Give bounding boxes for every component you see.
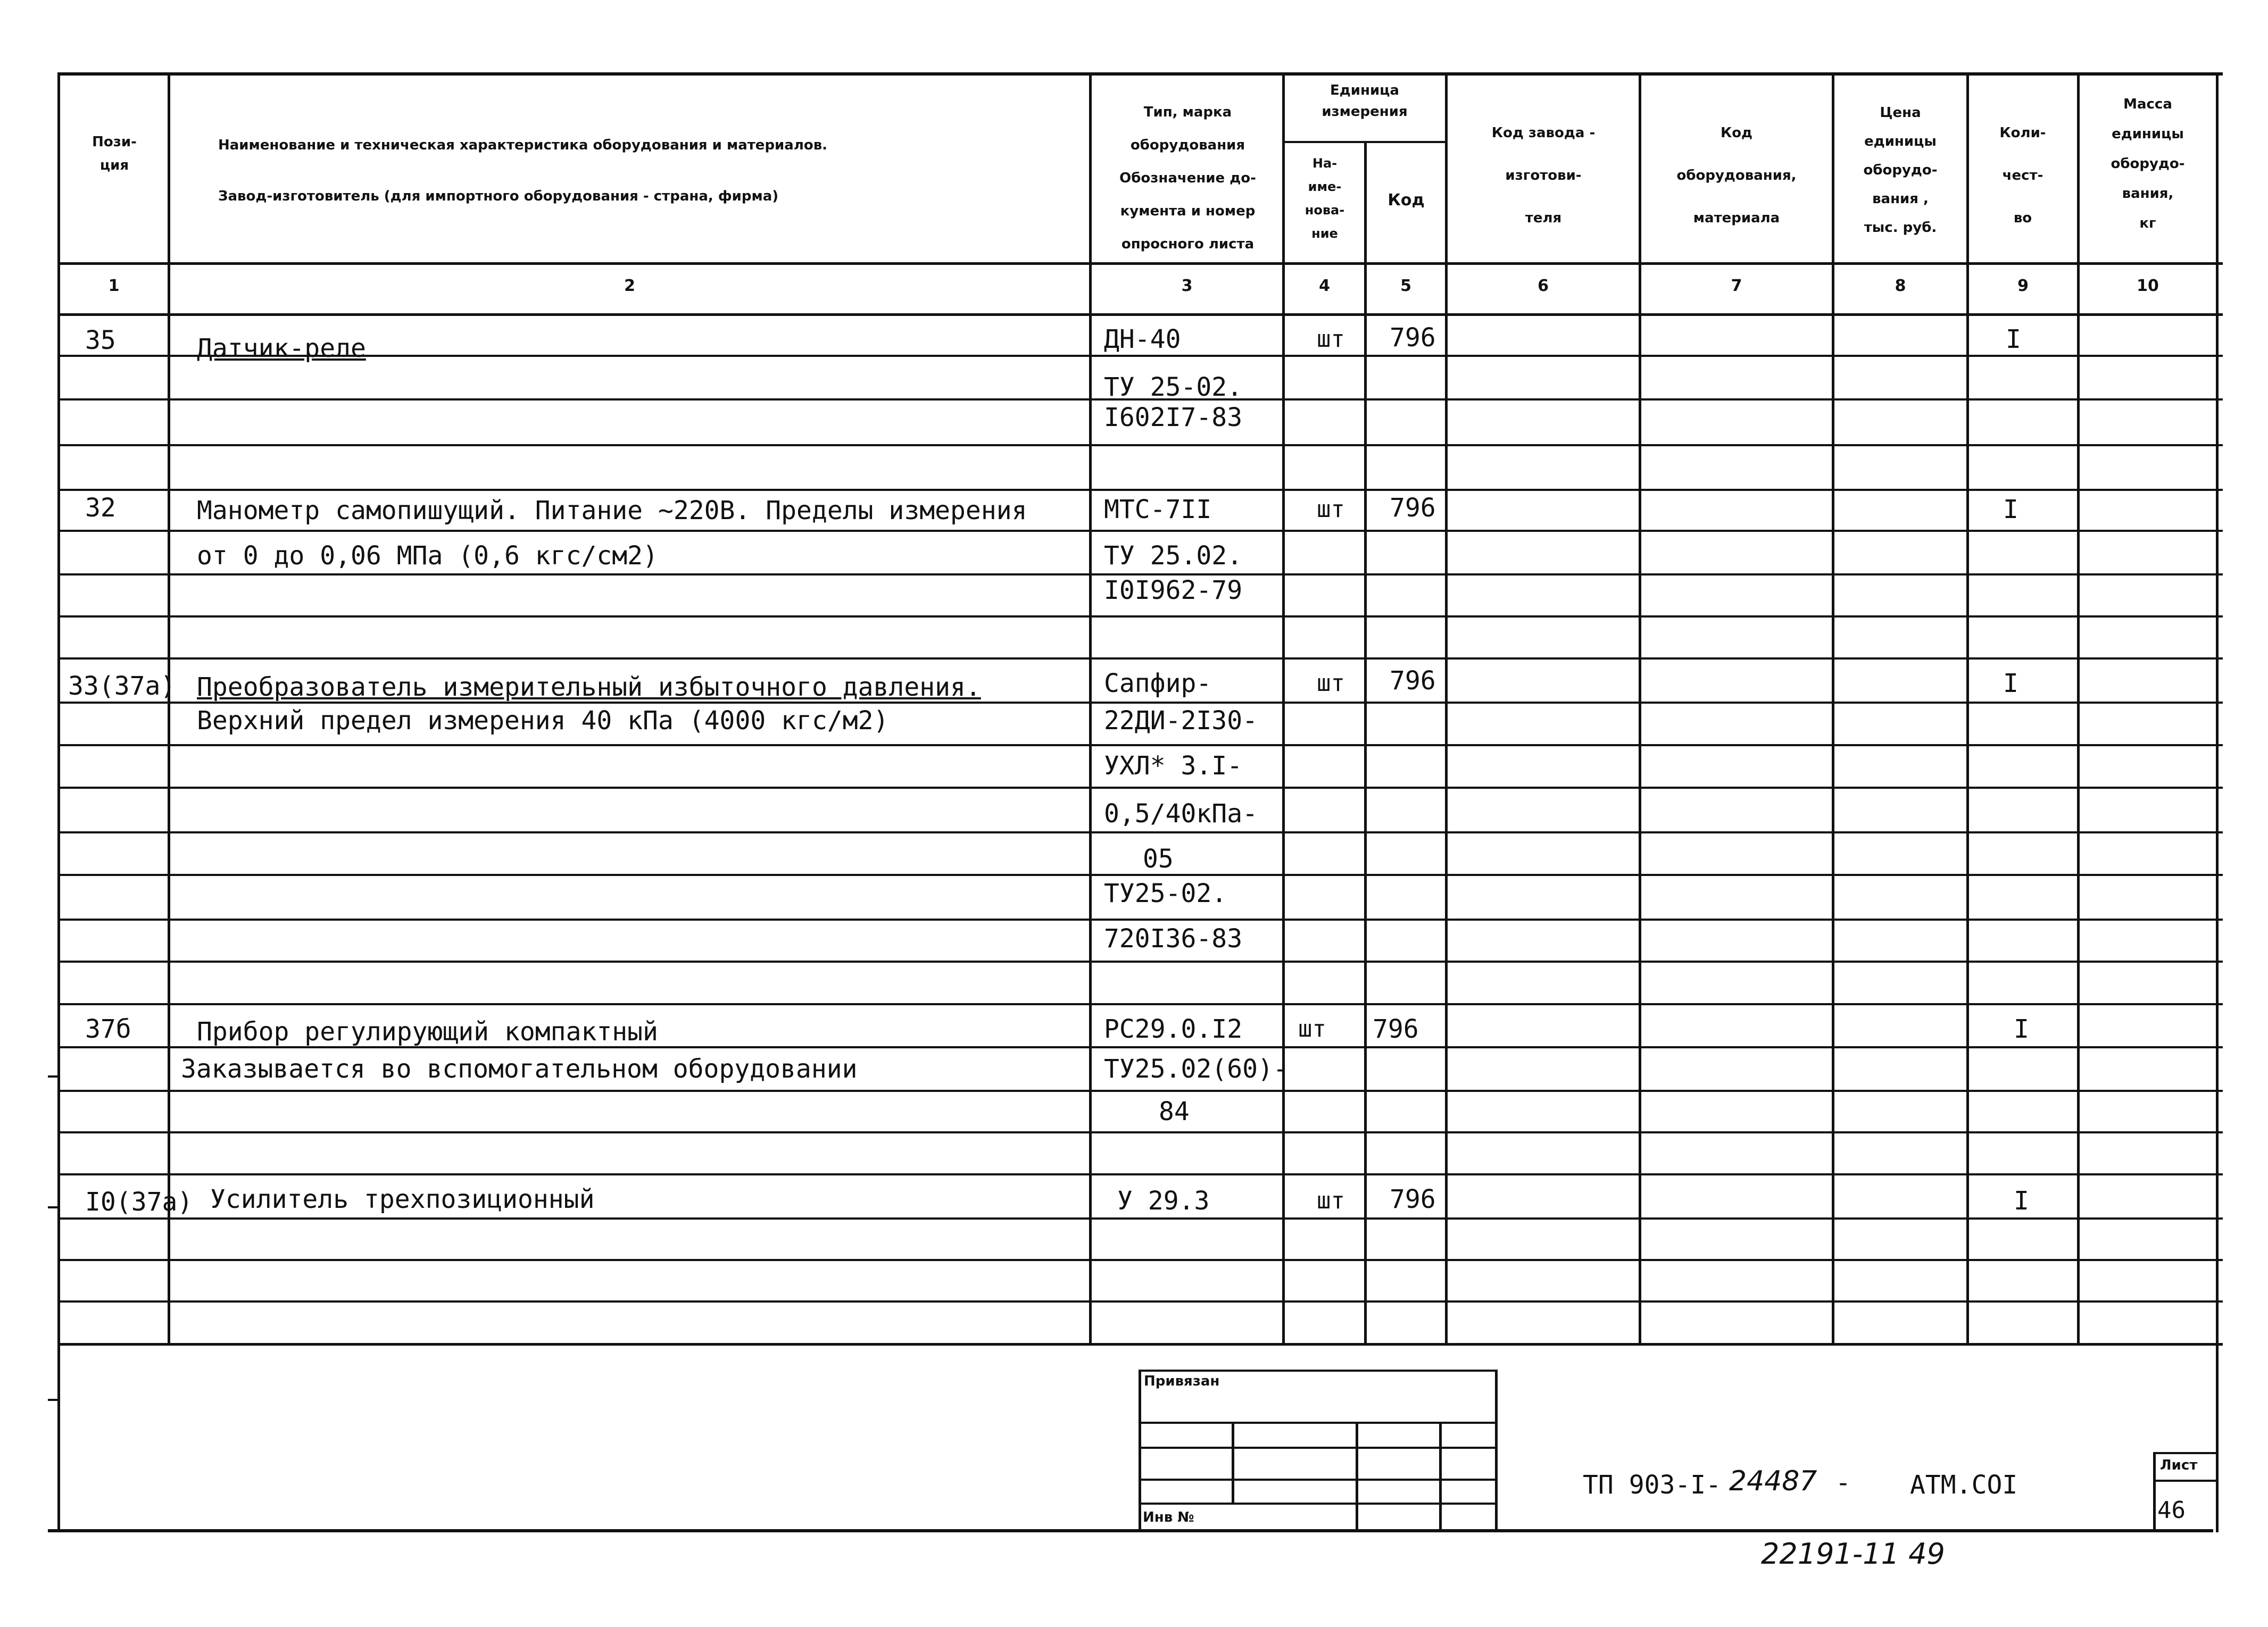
type-cell: ТУ 25-02. [1104, 372, 1243, 402]
document-code-suffix: АТМ.СОI [1910, 1470, 2018, 1500]
name-cell: Усилитель трехпозиционный [210, 1184, 595, 1214]
type-cell: РС29.0.I2 [1104, 1014, 1243, 1044]
type-cell: МТС-7II [1104, 495, 1212, 524]
document-code-dash: - [1835, 1468, 1851, 1498]
name-cell: Верхний предел измерения 40 кПа (4000 кгс/м2) [197, 706, 889, 736]
unit-cell: шт [1317, 670, 1345, 697]
qty-cell: I [2003, 495, 2018, 524]
type-cell: 22ДИ-2I30- [1104, 706, 1258, 736]
sheet-label: Лист [2160, 1457, 2198, 1473]
header-unit-name: На- име- нова- ние [1305, 156, 1345, 241]
position-cell: 33(37а) [68, 671, 176, 701]
name-cell: Преобразователь измерительный избыточного давления. [197, 672, 981, 702]
qty-cell: I [2003, 669, 2018, 698]
column-number: 2 [624, 277, 635, 295]
privyazan-label: Привязан [1144, 1373, 1220, 1389]
column-number: 9 [2017, 277, 2029, 295]
type-cell: I0I962-79 [1104, 575, 1243, 605]
type-cell: 720I36-83 [1104, 924, 1243, 954]
type-cell: У 29.3 [1117, 1186, 1210, 1216]
position-cell: 35 [85, 326, 116, 355]
position-cell: 32 [85, 493, 116, 523]
name-cell: Заказывается во вспомогательном оборудовании [181, 1054, 858, 1084]
type-cell: I602I7-83 [1104, 403, 1243, 432]
position-cell: 37б [85, 1014, 131, 1044]
column-number: 8 [1895, 277, 1906, 295]
type-cell: ДН-40 [1104, 324, 1181, 354]
qty-cell: I [2014, 1014, 2029, 1044]
type-cell: УХЛ* 3.I- [1104, 751, 1243, 781]
header-factory-code: Код завода - изготови- теля [1491, 125, 1596, 226]
type-cell: Сапфир- [1104, 669, 1212, 698]
column-number: 10 [2137, 277, 2159, 295]
sheet-number: 46 [2157, 1497, 2186, 1524]
unit-cell: шт [1317, 1187, 1345, 1214]
type-cell: 05 [1143, 844, 1174, 874]
header-name: Наименование и техническая характеристика оборудования и материалов. Завод-изготовитель (для импортного оборудования - страна, фирма) [218, 137, 828, 204]
column-number: 1 [108, 277, 120, 295]
type-cell: ТУ 25.02. [1104, 541, 1243, 571]
type-cell: 84 [1159, 1097, 1190, 1127]
archive-number: 22191-11 49 [1761, 1537, 1945, 1571]
header-unit: Единица измерения [1322, 82, 1408, 120]
header-equipment-code: Код оборудования, материала [1676, 125, 1797, 226]
unit-cell: шт [1298, 1015, 1326, 1042]
unit-cell: шт [1317, 326, 1345, 353]
type-cell: ТУ25-02. [1104, 879, 1227, 908]
header-mass: Масса единицы оборудо- вания, кг [2111, 96, 2185, 231]
header-position: Пози- ция [92, 134, 137, 173]
type-cell: 0,5/40кПа- [1104, 799, 1258, 829]
qty-cell: I [2006, 324, 2021, 354]
document-code-prefix: ТП 903-I- [1583, 1470, 1722, 1500]
qty-cell: I [2014, 1186, 2029, 1216]
column-number: 6 [1538, 277, 1549, 295]
name-cell: от 0 до 0,06 МПа (0,6 кгс/см2) [197, 541, 658, 571]
type-cell: ТУ25.02(60)- [1104, 1054, 1289, 1084]
code-cell: 796 [1390, 1184, 1436, 1214]
code-cell: 796 [1390, 493, 1436, 523]
document-code-handwritten: 24487 [1729, 1465, 1817, 1497]
column-number: 4 [1319, 277, 1330, 295]
header-type: Тип, марка оборудования Обозначение до- кумента и номер опросного листа [1119, 104, 1256, 252]
unit-cell: шт [1317, 496, 1345, 523]
code-cell: 796 [1390, 666, 1436, 696]
column-number: 3 [1181, 277, 1193, 295]
name-cell: Манометр самопишущий. Питание ~220В. Пределы измерения [197, 496, 1027, 525]
header-unit-code: Код [1388, 191, 1425, 210]
header-price: Цена единицы оборудо- вания , тыс. руб. [1863, 105, 1938, 236]
inventory-label: Инв № [1143, 1509, 1194, 1525]
column-number: 5 [1400, 277, 1411, 295]
name-cell: Прибор регулирующий компактный [197, 1017, 658, 1047]
code-cell: 796 [1373, 1014, 1419, 1044]
code-cell: 796 [1390, 323, 1436, 353]
column-number: 7 [1731, 277, 1742, 295]
name-cell: Датчик-реле [197, 333, 366, 363]
position-cell: I0(37а) [85, 1187, 193, 1217]
header-quantity: Коли- чест- во [1999, 125, 2046, 226]
